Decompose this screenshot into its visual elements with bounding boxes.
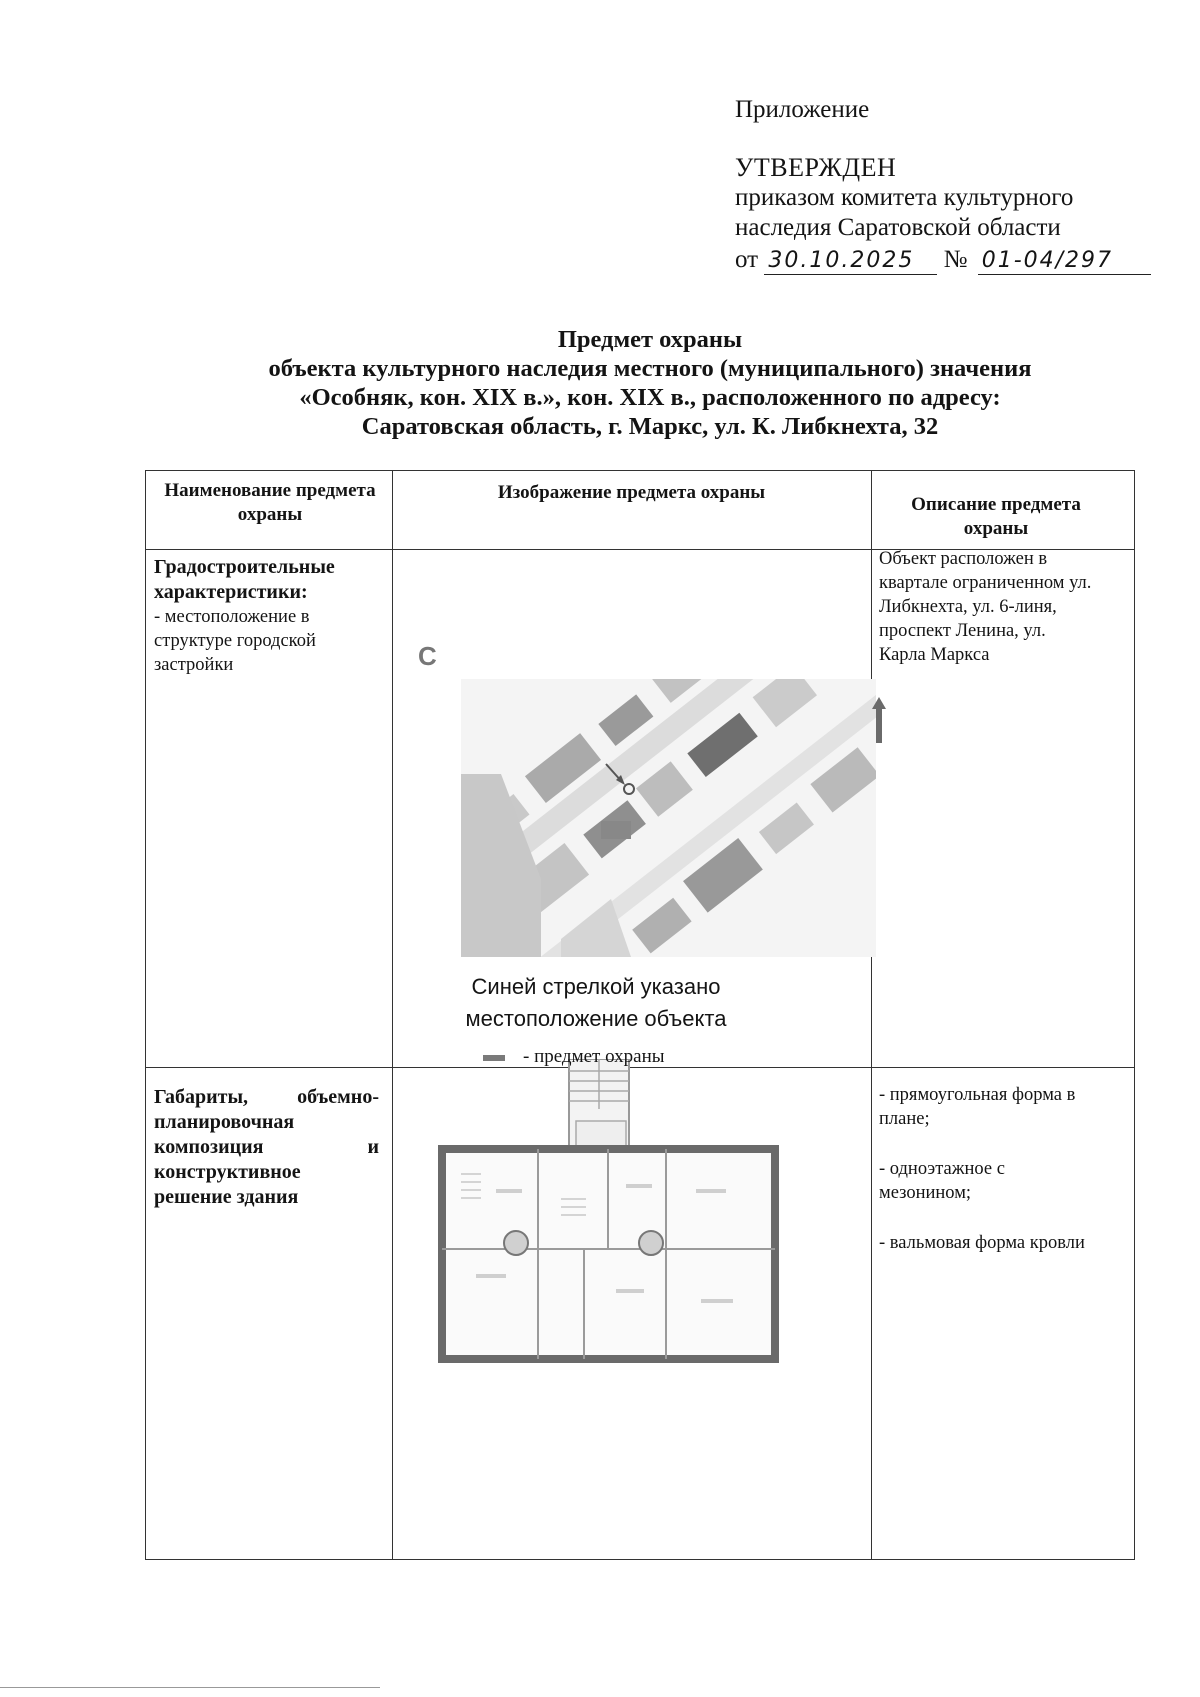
- location-map: [461, 679, 876, 957]
- plan-legend: [501, 1045, 665, 1069]
- row2-desc-3: - вальмовая форма кровли: [879, 1233, 1085, 1253]
- approval-date-row: [735, 245, 1175, 275]
- north-letter: С: [418, 641, 437, 671]
- header-description: Описание предмета охраны: [911, 494, 1081, 539]
- row1-description: Объект расположен в квартале ограниченном ул. Либкнехта, ул. 6-линя, проспект Ленина, ул. Карла Маркса: [879, 549, 1092, 665]
- north-arrow-icon: [872, 697, 886, 743]
- row2-desc-1: - прямоугольная форма в плане;: [879, 1085, 1076, 1129]
- approval-number: 01-04/297: [978, 248, 1151, 275]
- row1-name-cell: [154, 555, 386, 677]
- map-image: [461, 679, 876, 957]
- header-name: Наименование предмета охраны: [164, 480, 376, 525]
- page-bottom-line: [0, 1687, 380, 1688]
- table-divider-2: [871, 471, 872, 1559]
- map-caption: Синей стрелкой указано местоположение объекта: [465, 974, 727, 1031]
- header-image: Изображение предмета охраны: [497, 482, 766, 503]
- row1-name-detail: - местоположение в структуре городской застройки: [154, 607, 316, 675]
- approved-label: УТВЕРЖДЕН: [735, 153, 897, 182]
- annex-label: Приложение: [735, 96, 870, 123]
- heading-line-4: Саратовская область, г. Маркс, ул. К. Либкнехта, 32: [361, 413, 939, 440]
- legend-text: - предмет охраны: [523, 1046, 665, 1067]
- row2-name: Габариты, объемно-планировочная композиция и конструктивное решение здания: [154, 1086, 379, 1208]
- floor-plan-image: [436, 1059, 781, 1439]
- heading-line-1: Предмет охраны: [557, 326, 743, 353]
- approval-line-2: наследия Саратовской области: [735, 214, 1061, 241]
- approval-block: [735, 95, 1175, 275]
- document-heading: [150, 325, 1150, 441]
- number-prefix: №: [943, 246, 968, 273]
- approval-date: 30.10.2025: [764, 248, 937, 275]
- row2-description: [879, 1083, 1094, 1255]
- protection-table: [145, 470, 1135, 1560]
- approval-line-1: приказом комитета культурного: [735, 184, 1074, 211]
- row1-name-title: Градостроительные характеристики:: [154, 556, 335, 603]
- heading-line-3: «Особняк, кон. XIX в.», кон. XIX в., расположенного по адресу:: [299, 384, 1001, 411]
- heading-line-2: объекта культурного наследия местного (муниципального) значения: [268, 355, 1032, 382]
- date-prefix: от: [735, 246, 759, 273]
- row2-desc-2: - одноэтажное с мезонином;: [879, 1159, 1005, 1203]
- legend-mark: [483, 1055, 505, 1061]
